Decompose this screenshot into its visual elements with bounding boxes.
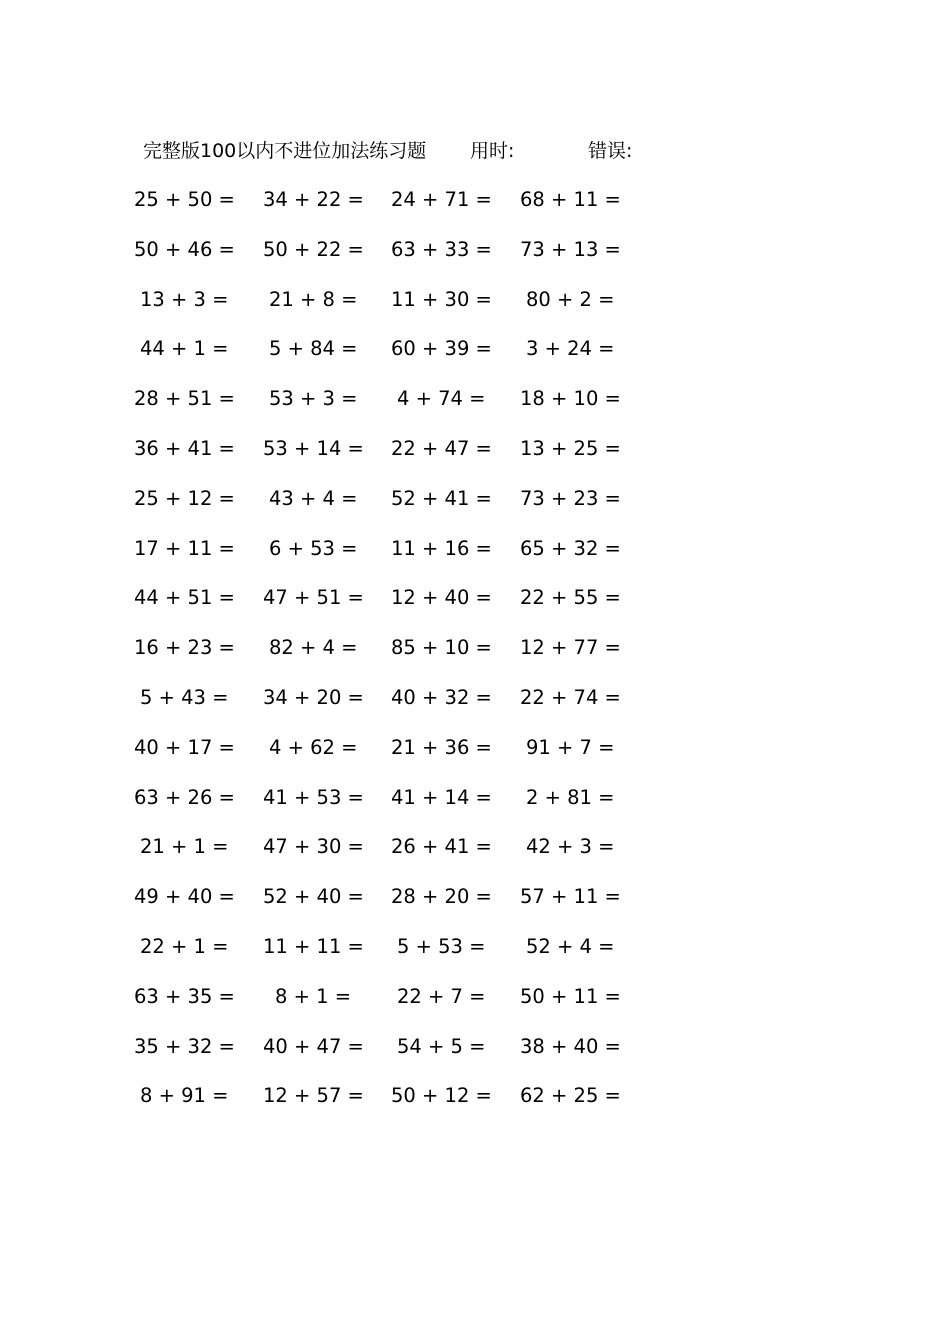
problem-row [0,184,950,234]
addition-problem: 53 + 14 = [263,436,364,460]
addition-problem: 57 + 11 = [520,885,621,909]
addition-problem: 62 + 25 = [520,1084,621,1108]
addition-problem: 47 + 30 = [263,835,364,859]
addition-problem: 53 + 3 = [269,387,358,411]
addition-problem: 50 + 46 = [134,237,235,261]
addition-problem: 21 + 36 = [391,735,492,759]
problem-row [0,234,950,284]
addition-problem: 49 + 40 = [134,885,235,909]
addition-problem: 8 + 1 = [275,984,352,1008]
problem-row [0,433,950,483]
addition-problem: 28 + 20 = [391,885,492,909]
addition-problem: 25 + 50 = [134,188,235,211]
addition-problem: 12 + 77 = [520,636,621,660]
addition-problem: 44 + 1 = [140,337,229,361]
addition-problem: 6 + 53 = [269,536,358,560]
addition-problem: 34 + 20 = [263,685,364,709]
addition-problem: 12 + 57 = [263,1084,364,1108]
problem-row [0,284,950,334]
addition-problem: 11 + 16 = [391,536,492,560]
problem-row [0,533,950,583]
addition-problem: 22 + 7 = [397,984,486,1008]
addition-problem: 4 + 62 = [269,735,358,759]
addition-problem: 21 + 1 = [140,835,229,859]
addition-problem: 85 + 10 = [391,636,492,660]
problem-row [0,931,950,981]
addition-problem: 5 + 43 = [140,685,229,709]
problem-row [0,632,950,682]
addition-problem: 65 + 32 = [520,536,621,560]
addition-problem: 24 + 71 = [391,188,492,211]
addition-problem: 73 + 13 = [520,237,621,261]
worksheet-title: 完整版100以内不进位加法练习题 [143,140,427,162]
addition-problem: 50 + 22 = [263,237,364,261]
addition-problem: 41 + 14 = [391,785,492,809]
addition-problem: 18 + 10 = [520,387,621,411]
addition-problem: 8 + 91 = [140,1084,229,1108]
addition-problem: 13 + 3 = [140,287,229,311]
addition-problem: 4 + 74 = [397,387,486,411]
addition-problem: 63 + 26 = [134,785,235,809]
addition-problem: 44 + 51 = [134,586,235,610]
addition-problem: 22 + 74 = [520,685,621,709]
addition-problem: 2 + 81 = [526,785,615,809]
problem-row [0,1031,950,1081]
addition-problem: 21 + 8 = [269,287,358,311]
problem-row [0,383,950,433]
addition-problem: 63 + 33 = [391,237,492,261]
addition-problem: 52 + 41 = [391,486,492,510]
addition-problem: 43 + 4 = [269,486,358,510]
worksheet-header [143,136,703,166]
addition-problem: 40 + 32 = [391,685,492,709]
addition-problem: 91 + 7 = [526,735,615,759]
problem-row [0,1080,950,1130]
addition-problem: 73 + 23 = [520,486,621,510]
addition-problem: 40 + 47 = [263,1034,364,1058]
addition-problem: 22 + 47 = [391,436,492,460]
addition-problem: 63 + 35 = [134,984,235,1008]
addition-problem: 5 + 53 = [397,934,486,958]
addition-problem: 3 + 24 = [526,337,615,361]
addition-problem: 11 + 11 = [263,934,364,958]
addition-problem: 36 + 41 = [134,436,235,460]
addition-problem: 34 + 22 = [263,188,364,211]
addition-problem: 17 + 11 = [134,536,235,560]
time-used-label: 用时: [470,140,515,162]
errors-label: 错误: [588,140,633,162]
addition-problem: 26 + 41 = [391,835,492,859]
addition-problem: 80 + 2 = [526,287,615,311]
problem-grid [0,184,950,1130]
addition-problem: 52 + 40 = [263,885,364,909]
addition-problem: 22 + 1 = [140,934,229,958]
addition-problem: 42 + 3 = [526,835,615,859]
addition-problem: 28 + 51 = [134,387,235,411]
addition-problem: 50 + 11 = [520,984,621,1008]
problem-row [0,981,950,1031]
addition-problem: 82 + 4 = [269,636,358,660]
addition-problem: 5 + 84 = [269,337,358,361]
addition-problem: 22 + 55 = [520,586,621,610]
addition-problem: 60 + 39 = [391,337,492,361]
addition-problem: 16 + 23 = [134,636,235,660]
addition-problem: 12 + 40 = [391,586,492,610]
addition-problem: 35 + 32 = [134,1034,235,1058]
addition-problem: 52 + 4 = [526,934,615,958]
addition-problem: 11 + 30 = [391,287,492,311]
problem-row [0,483,950,533]
problem-row [0,732,950,782]
addition-problem: 40 + 17 = [134,735,235,759]
problem-row [0,831,950,881]
problem-row [0,333,950,383]
addition-problem: 47 + 51 = [263,586,364,610]
problem-row [0,682,950,732]
addition-problem: 54 + 5 = [397,1034,486,1058]
addition-problem: 13 + 25 = [520,436,621,460]
problem-row [0,582,950,632]
addition-problem: 25 + 12 = [134,486,235,510]
addition-problem: 68 + 11 = [520,188,621,211]
addition-problem: 38 + 40 = [520,1034,621,1058]
problem-row [0,881,950,931]
problem-row [0,782,950,832]
addition-problem: 41 + 53 = [263,785,364,809]
addition-problem: 50 + 12 = [391,1084,492,1108]
